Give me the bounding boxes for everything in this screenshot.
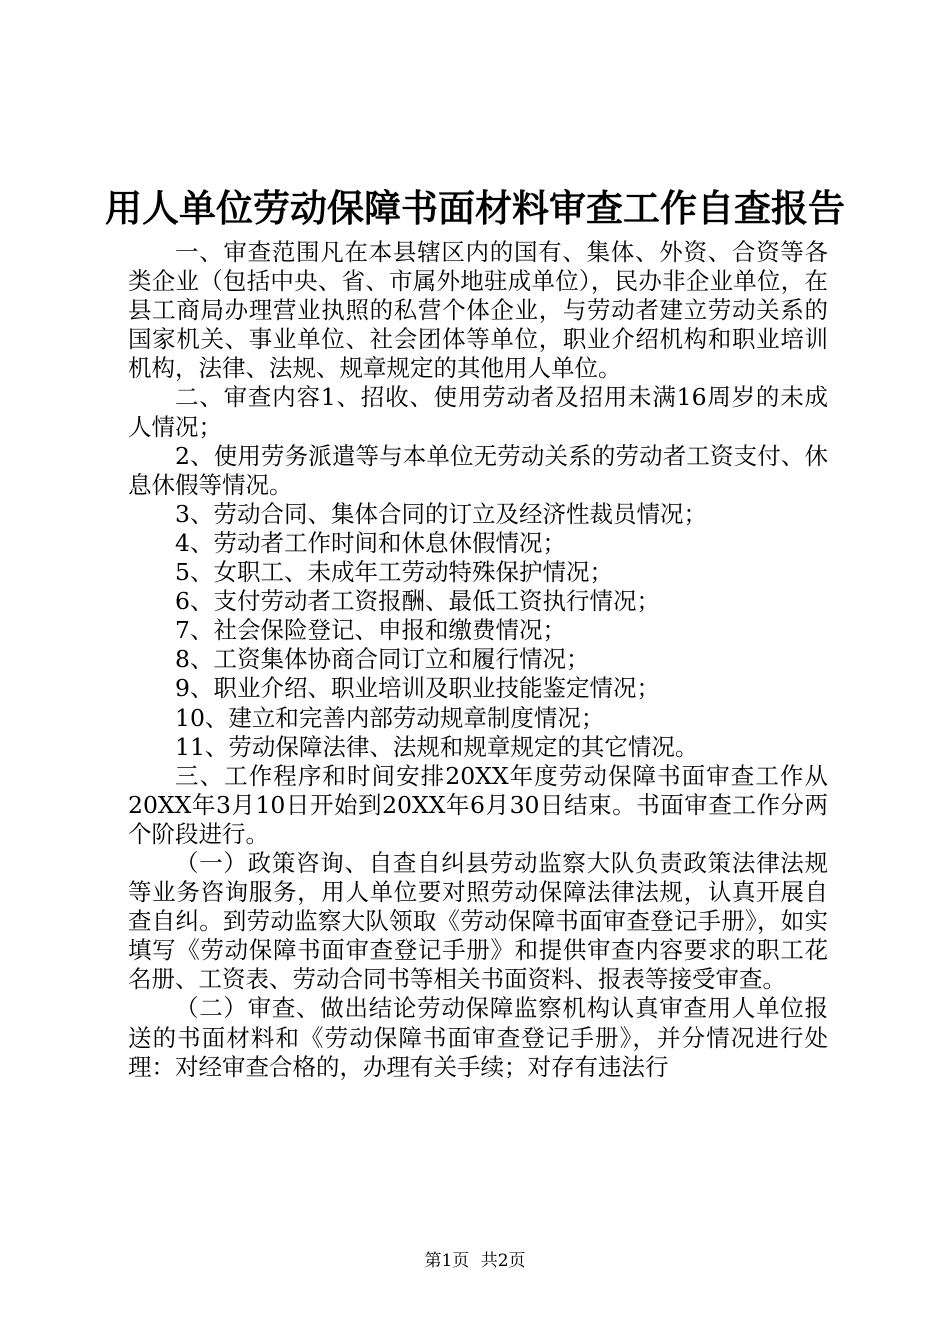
list-item: 3、劳动合同、集体合同的订立及经济性裁员情况； — [175, 499, 707, 528]
page-number: 第1页 — [424, 1251, 470, 1271]
document-body — [128, 238, 828, 1082]
list-item: 6、支付劳动者工资报酬、最低工资执行情况； — [175, 587, 660, 616]
list-item: 11、劳动保障法律、法规和规章规定的其它情况。 — [175, 732, 699, 761]
paragraph-stage-one: （一）政策咨询、自查自纠县劳动监察大队负责政策法律法规等业务咨询服务，用人单位要对照劳动保障法律法规，认真开展自查自纠。到劳动监察大队领取《劳动保障书面审查登记手册》，如实填写《劳动保障书面审查登记手册》和提供审查内容要求的职工花名册、工资表、劳动合同书等相关书面资料、报表等接受审查。 — [128, 848, 828, 994]
list-item: 4、劳动者工作时间和休息休假情况； — [175, 528, 566, 557]
paragraph-content-1: 二、审查内容1、招收、使用劳动者及招用未满16周岁的未成人情况； — [128, 383, 828, 441]
list-item: 8、工资集体协商合同订立和履行情况； — [175, 645, 590, 674]
paragraph-schedule: 三、工作程序和时间安排20XX年度劳动保障书面审查工作从20XX年3月10日开始到20XX年6月30日结束。书面审查工作分两个阶段进行。 — [128, 761, 828, 848]
paragraph-scope: 一、审查范围凡在本县辖区内的国有、集体、外资、合资等各类企业（包括中央、省、市属外地驻成单位），民办非企业单位，在县工商局办理营业执照的私营个体企业，与劳动者建立劳动关系的国家机关、事业单位、社会团体等单位，职业介绍机构和职业培训机构，法律、法规、规章规定的其他用人单位。 — [128, 238, 828, 383]
page-total: 共2页 — [480, 1251, 526, 1271]
list-item: 5、女职工、未成年工劳动特殊保护情况； — [175, 558, 613, 587]
page-footer — [0, 1246, 950, 1271]
document-title: 用人单位劳动保障书面材料审查工作自查报告 — [105, 186, 845, 230]
paragraph-stage-two: （二）审查、做出结论劳动保障监察机构认真审查用人单位报送的书面材料和《劳动保障书面审查登记手册》，并分情况进行处理：对经审查合格的，办理有关手续；对存有违法行 — [128, 994, 828, 1081]
list-item: 10、建立和完善内部劳动规章制度情况； — [175, 703, 605, 732]
paragraph-content-2: 2、使用劳务派遣等与本单位无劳动关系的劳动者工资支付、休息休假等情况。 — [128, 441, 828, 499]
list-item: 9、职业介绍、职业培训及职业技能鉴定情况； — [175, 674, 660, 703]
list-item: 7、社会保险登记、申报和缴费情况； — [175, 616, 566, 645]
